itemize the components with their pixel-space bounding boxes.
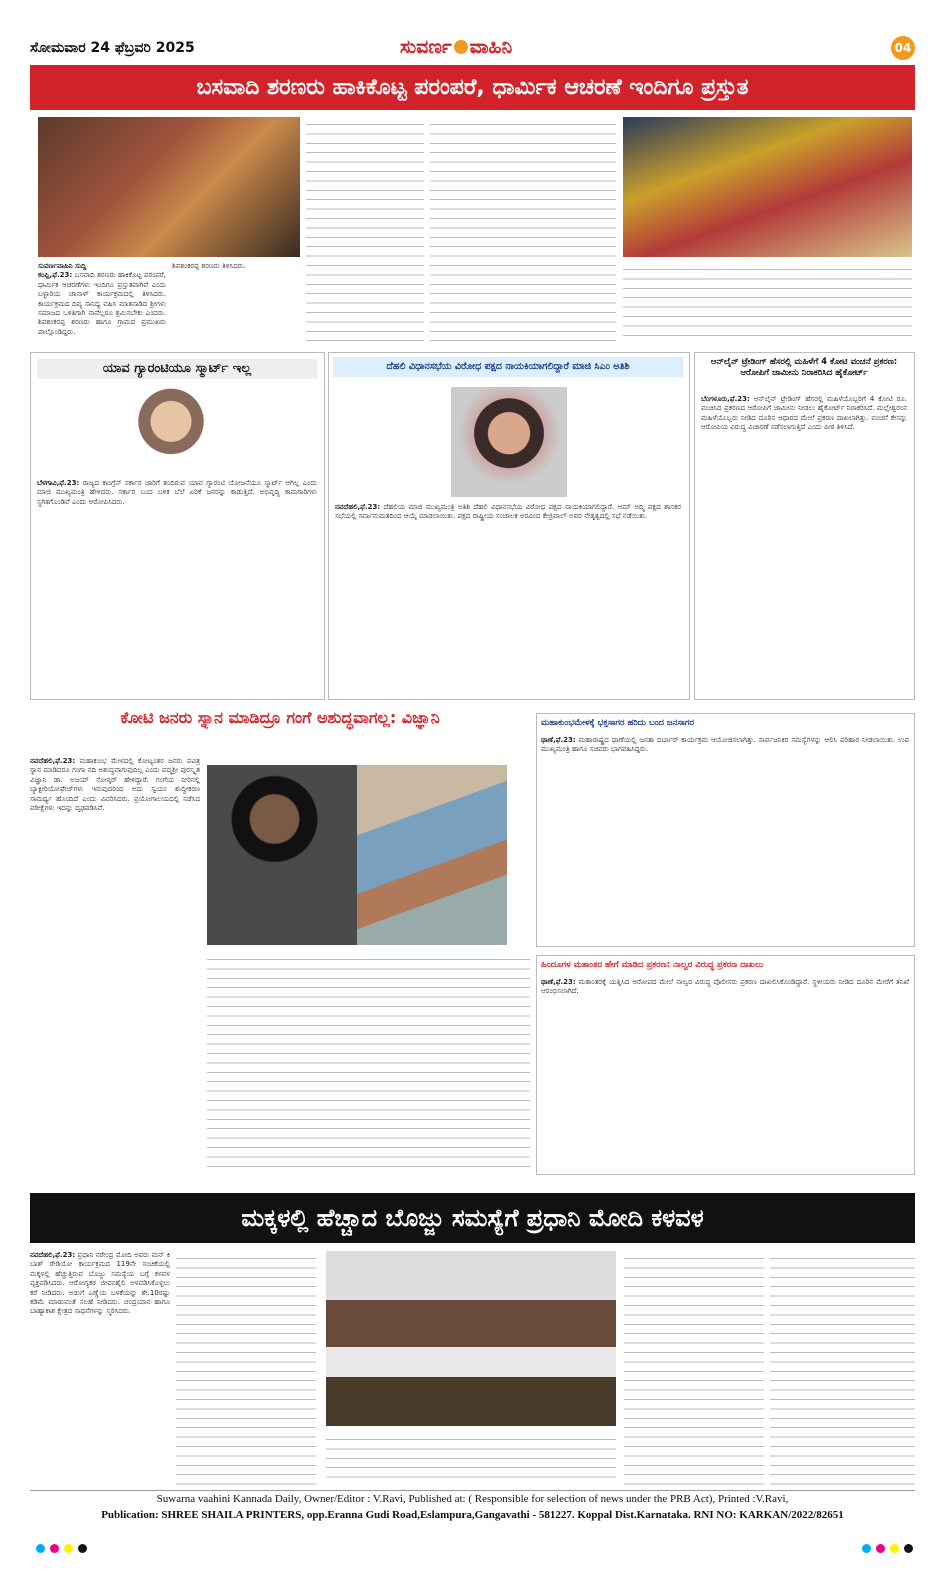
- article-atishi-headline-bar: [333, 357, 683, 377]
- footer-imprint: [30, 1490, 915, 1531]
- article-ganga-body: [30, 757, 200, 1167]
- article-fraud-text: ಆನ್‌ಲೈನ್ ಟ್ರೇಡಿಂಗ್ ಹೆಸರಲ್ಲಿ ಮಹಿಳೆಯೊಬ್ಬರಿಗೆ 4 ಕೋಟಿ ರೂ. ವಂಚಿಸಿದ ಪ್ರಕರಣದ ಆರೋಪಿಗೆ ಜಾಮೀನು ನೀಡಲು ಹೈಕೋರ್ಟ್ ನಿರಾಕರಿಸಿದೆ. ಮಲ್ಲೇಶ್ವರಂನ ಮಹಿಳೆಯೊಬ್ಬರು ನೀಡಿದ ದೂರಿನ ಆಧಾರದ ಮೇಲೆ ಪ್ರಕರಣ ದಾಖಲಾಗಿತ್ತು. ವಂಚನೆ ಕೇಸನ್ನು ಆರೋಪಿಯ ವಿರುದ್ಧ ವಿಚಾರಣೆ ನಡೆಸಲಾಗುತ್ತಿದೆ ಎಂದು ಪೀಠ ತಿಳಿಸಿದೆ.: [701, 395, 907, 432]
- article-guarantee: [30, 352, 325, 700]
- article-thane-byline: ಥಾಣೆ,ಫೆ.23:: [541, 736, 576, 744]
- registration-dot-black: [78, 1544, 87, 1553]
- article-obesity-column-4: [624, 1251, 764, 1486]
- article-thane-text: ಮಹಾರಾಷ್ಟ್ರದ ಥಾಣೆಯಲ್ಲಿ ಜನತಾ ದರ್ಬಾರ್ ಕಾರ್ಯಕ್ರಮ ಆಯೋಜಿಸಲಾಗಿತ್ತು. ಸಾರ್ವಜನಿಕರ ಸಮಸ್ಯೆಗಳನ್ನು ಆಲಿಸಿ ಪರಿಹಾರ ನೀಡಲಾಯಿತು. ಉಪ ಮುಖ್ಯಮಂತ್ರಿ ಹಾಗೂ ಸಚಿವರು ಭಾಗವಹಿಸಿದ್ದರು.: [541, 736, 909, 754]
- article-ganga-scientist-photo: [207, 765, 357, 945]
- article-atishi-portrait: [451, 387, 567, 497]
- article-guarantee-headline-bar: [37, 359, 317, 379]
- article-atishi-text: ದೆಹಲಿಯ ಮಾಜಿ ಮುಖ್ಯಮಂತ್ರಿ ಅತಿಶಿ ದೆಹಲಿ ವಿಧಾನಸಭೆಯ ವಿರೋಧ ಪಕ್ಷದ ನಾಯಕಿಯಾಗಲಿದ್ದಾರೆ. ಆಮ್ ಆದ್ಮಿ ಪಕ್ಷದ ಶಾಸಕರ ಸಭೆಯಲ್ಲಿ ಸರ್ವಾನುಮತದಿಂದ ಆಯ್ಕೆ ಮಾಡಲಾಯಿತು. ಪಕ್ಷದ ರಾಷ್ಟ್ರೀಯ ಸಂಚಾಲಕ ಅರವಿಂದ ಕೇಜ್ರಿವಾಲ್ ಅವರ ನೇತೃತ್ವದಲ್ಲಿ ಸಭೆ ನಡೆಯಿತು.: [335, 503, 681, 521]
- article-guarantee-text: ರಾಜ್ಯದ ಕಾಂಗ್ರೆಸ್ ಸರ್ಕಾರ ಜಾರಿಗೆ ತಂದಿರುವ ಯಾವ ಗ್ಯಾರಂಟಿ ಯೋಜನೆಯೂ ಸ್ಮಾರ್ಟ್ ಆಗಿಲ್ಲ ಎಂದು ಮಾಜಿ ಮುಖ್ಯಮಂತ್ರಿ ಹೇಳಿದರು. ಸರ್ಕಾರ ಬಂದ ಬಳಿಕ ಬೆಲೆ ಏರಿಕೆ ಜನರನ್ನು ಕಾಡುತ್ತಿದೆ. ಅಭಿವೃದ್ಧಿ ಕಾಮಗಾರಿಗಳು ಸ್ಥಗಿತಗೊಂಡಿವೆ ಎಂದು ಆರೋಪಿಸಿದರು.: [37, 479, 317, 506]
- logo-sun-icon: [454, 40, 468, 54]
- article-ganga-body-2: [207, 952, 530, 1167]
- article-fraud-headline: ಆನ್‌ಲೈನ್ ಟ್ರೇಡಿಂಗ್ ಹೆಸರಲ್ಲಿ ಮಹಿಳೆಗೆ 4 ಕೋಟಿ ವಂಚನೆ ಪ್ರಕರಣ: ಆರೋಪಿಗೆ ಜಾಮೀನು ನಿರಾಕರಿಸಿದ ಹೈಕೋರ್ಟ್: [710, 357, 898, 378]
- article-conversion-byline: ಥಾಣೆ,ಫೆ.23:: [541, 978, 576, 986]
- lead-column-5: [623, 262, 912, 344]
- page-number: 04: [891, 36, 915, 60]
- article-obesity-photo: [326, 1251, 616, 1426]
- article-thane-darbar: [536, 713, 915, 947]
- footer-line-2: Publication: SHREE SHAILA PRINTERS, opp.Eranna Gudi Road,Eslampura,Gangavathi - 581227. Koppal Dist.Karnataka. RNI NO: KARKAN/2022/82651: [101, 1509, 844, 1521]
- color-registration-marks: [0, 1540, 945, 1560]
- lead-headline: ಬಸವಾದಿ ಶರಣರು ಹಾಕಿಕೊಟ್ಟ ಪರಂಪರೆ, ಧಾರ್ಮಿಕ ಆಚರಣೆ ಇಂದಿಗೂ ಪ್ರಸ್ತುತ: [196, 75, 749, 100]
- article-ganga-headline: ಕೋಟಿ ಜನರು ಸ್ನಾನ ಮಾಡಿದ್ರೂ ಗಂಗೆ ಅಶುದ್ಧವಾಗಲ್ಲ: ವಿಜ್ಞಾನಿ: [120, 708, 440, 727]
- lead-column-2: [172, 262, 300, 344]
- article-guarantee-body: [37, 479, 317, 693]
- article-guarantee-portrait: [121, 387, 221, 473]
- registration-dot-cyan-right: [862, 1544, 871, 1553]
- article-atishi-byline: ನವದೆಹಲಿ,ಫೆ.23:: [335, 503, 381, 511]
- article-obesity-column-2: [176, 1251, 316, 1486]
- article-fraud-byline: ಬೆಂಗಳೂರು,ಫೆ.23:: [701, 395, 750, 403]
- article-obesity-byline: ನವದೆಹಲಿ,ಫೆ.23:: [30, 1251, 76, 1259]
- registration-dot-cyan: [36, 1544, 45, 1553]
- lead-headline-banner: [30, 65, 915, 110]
- article-conversion: [536, 955, 915, 1175]
- newspaper-logo: [400, 36, 512, 58]
- article-obesity-headline-banner: [30, 1193, 915, 1243]
- lead-photo-left: [38, 117, 300, 257]
- article-obesity-column-3: [326, 1432, 616, 1486]
- logo-right: ವಾಹಿನಿ: [469, 36, 513, 58]
- article-fraud: [694, 352, 915, 700]
- lead-column-4: [430, 117, 616, 344]
- registration-dot-magenta: [50, 1544, 59, 1553]
- article-atishi-headline: ದೆಹಲಿ ವಿಧಾನಸಭೆಯ ವಿರೋಧ ಪಕ್ಷದ ನಾಯಕಿಯಾಗಲಿದ್ದಾರೆ ಮಾಜಿ ಸಿಎಂ ಅತಿಶಿ: [386, 361, 630, 372]
- article-conversion-text: ಮತಾಂತರಕ್ಕೆ ಯತ್ನಿಸಿದ ಆರೋಪದ ಮೇಲೆ ನಾಲ್ವರ ವಿರುದ್ಧ ಪೊಲೀಸರು ಪ್ರಕರಣ ದಾಖಲಿಸಿಕೊಂಡಿದ್ದಾರೆ. ಸ್ಥಳೀಯರು ನೀಡಿದ ದೂರಿನ ಮೇರೆಗೆ ತನಿಖೆ ಆರಂಭಿಸಲಾಗಿದೆ.: [541, 978, 909, 996]
- registration-dot-magenta-right: [876, 1544, 885, 1553]
- logo-left: ಸುವರ್ಣ: [400, 36, 452, 58]
- article-obesity-column-5: [770, 1251, 915, 1486]
- article-atishi-body: [335, 503, 681, 693]
- lead-column-1: [38, 262, 166, 344]
- article-guarantee-byline: ಬೆಳಗಾವಿ,ಫೆ.23:: [37, 479, 80, 487]
- lead-byline: ಕಂಪ್ಲಿ,ಫೆ.23:: [38, 271, 73, 280]
- issue-date: ಸೋಮವಾರ 24 ಫೆಬ್ರವರಿ 2025: [30, 40, 195, 56]
- registration-dot-black-right: [904, 1544, 913, 1553]
- article-ganga: [30, 705, 530, 1173]
- article-thane-headline: ಮಹಾಕುಂಭಮೇಳಕ್ಕೆ ಭಕ್ತಸಾಗರ ಹರಿದು ಬಂದ ಜನಸಾಗರ: [541, 718, 694, 728]
- article-conversion-headline: ಹಿಂದೂಗಳ ಮತಾಂತರ ಹೇಗೆ ಮಾಡಿದ ಪ್ರಕರಣ: ನಾಲ್ವರ ವಿರುದ್ಧ ಪ್ರಕರಣ ದಾಖಲು: [541, 960, 764, 970]
- registration-dot-yellow: [64, 1544, 73, 1553]
- article-thane-body: [541, 736, 909, 940]
- article-obesity-headline: ಮಕ್ಕಳಲ್ಲಿ ಹೆಚ್ಚಾದ ಬೊಜ್ಜು ಸಮಸ್ಯೆಗೆ ಪ್ರಧಾನಿ ಮೋದಿ ಕಳವಳ: [241, 1204, 704, 1232]
- footer-line-1: Suwarna vaahini Kannada Daily, Owner/Editor : V.Ravi, Published at: ( Responsible for selection of news under the PRB Act), Printed :V.Ravi,: [156, 1493, 789, 1505]
- lead-body: ಬಸವಾದಿ ಶರಣರು ಹಾಕಿಕೊಟ್ಟ ಪರಂಪರೆ, ಧಾರ್ಮಿಕ ಆಚರಣೆಗಳು ಇಂದಿಗೂ ಪ್ರಸ್ತುತವಾಗಿವೆ ಎಂದು ಬಳ್ಳಾರಿಯ ಚಾನಾಳ್ ಕಾರ್ಯಕ್ರಮದಲ್ಲಿ ತಿಳಿಸಿದರು. ಕಾರ್ಯಕ್ರಮದ ದಿವ್ಯ ಸಾನಿಧ್ಯ ವಹಿಸಿ ಮಾತನಾಡಿದ ಶ್ರೀಗಳು ಸಮಾಜದ ಒಳಿತಿಗಾಗಿ ನಾವೆಲ್ಲರೂ ಶ್ರಮಿಸಬೇಕು ಎಂದರು. ಶಿವಶಂಕರಪ್ಪ ಶರಣರು ಹಾಗೂ ಗ್ರಾಮದ ಪ್ರಮುಖರು ಪಾಲ್ಗೊಂಡಿದ್ದರು.: [38, 271, 166, 336]
- article-ganga-river-photo: [357, 765, 507, 945]
- lead-column-3: [306, 117, 424, 344]
- registration-dot-yellow-right: [890, 1544, 899, 1553]
- article-atishi: [328, 352, 690, 700]
- article-guarantee-headline: ಯಾವ ಗ್ಯಾರಂಟಿಯೂ ಸ್ಮಾರ್ಟ್ ಇಲ್ಲ: [102, 361, 252, 376]
- masthead: [30, 36, 915, 62]
- article-ganga-byline: ನವದೆಹಲಿ,ಫೆ.23:: [30, 757, 76, 765]
- article-ganga-text: ಮಹಾಕುಂಭ ಮೇಳದಲ್ಲಿ ಕೋಟ್ಯಂತರ ಜನರು ಪವಿತ್ರ ಸ್ನಾನ ಮಾಡಿದರೂ ಗಂಗಾ ನದಿ ಅಶುದ್ಧವಾಗುವುದಿಲ್ಲ ಎಂದು ಪದ್ಮಶ್ರೀ ಪುರಸ್ಕೃತ ವಿಜ್ಞಾನಿ ಡಾ. ಅಜಯ್ ಸೋನ್ಕರ್ ಹೇಳಿದ್ದಾರೆ. ಗಂಗೆಯ ನೀರಿನಲ್ಲಿ ಬ್ಯಾಕ್ಟೀರಿಯೋಫೇಜ್‌ಗಳು ಇರುವುದರಿಂದ ಅದು ಸ್ವಯಂ ಶುದ್ಧೀಕರಣ ಸಾಮರ್ಥ್ಯ ಹೊಂದಿದೆ ಎಂದು ವಿವರಿಸಿದರು. ಪ್ರಯೋಗಾಲಯದಲ್ಲಿ ನಡೆಸಿದ ಪರೀಕ್ಷೆಗಳು ಇದನ್ನು ದೃಢಪಡಿಸಿವೆ.: [30, 757, 200, 813]
- lead-dateline: ಸುವರ್ಣವಾಹಿನಿ ಸುದ್ದಿ: [38, 262, 87, 270]
- lead-photo-right: [623, 117, 912, 257]
- lead-caption: ಶಿವಶಂಕರಪ್ಪ ಶರಣರು ತಿಳಿಸಿದರು.: [172, 262, 246, 270]
- article-conversion-body: [541, 978, 909, 1168]
- article-fraud-body: [701, 395, 907, 693]
- article-obesity-text: ಪ್ರಧಾನಿ ನರೇಂದ್ರ ಮೋದಿ ಅವರು ಮನ್ ಕಿ ಬಾತ್ ರೇಡಿಯೋ ಕಾರ್ಯಕ್ರಮದ 119ನೇ ಸಂಚಿಕೆಯಲ್ಲಿ ಮಕ್ಕಳಲ್ಲಿ ಹೆಚ್ಚುತ್ತಿರುವ ಬೊಜ್ಜು ಸಮಸ್ಯೆಯ ಬಗ್ಗೆ ಕಳವಳ ವ್ಯಕ್ತಪಡಿಸಿದರು. ಆರೋಗ್ಯಕರ ಜೀವನಶೈಲಿ ಅಳವಡಿಸಿಕೊಳ್ಳಲು ಕರೆ ನೀಡಿದರು. ಅಡುಗೆ ಎಣ್ಣೆಯ ಬಳಕೆಯನ್ನು ಶೇ.10ರಷ್ಟು ಕಡಿಮೆ ಮಾಡುವಂತೆ ಸಲಹೆ ನೀಡಿದರು. ಚಂದ್ರಯಾನ ಹಾಗೂ ಬಾಹ್ಯಾಕಾಶ ಕ್ಷೇತ್ರದ ಸಾಧನೆಗಳನ್ನು ಸ್ಮರಿಸಿದರು.: [30, 1251, 170, 1316]
- article-obesity-column-1: [30, 1251, 170, 1486]
